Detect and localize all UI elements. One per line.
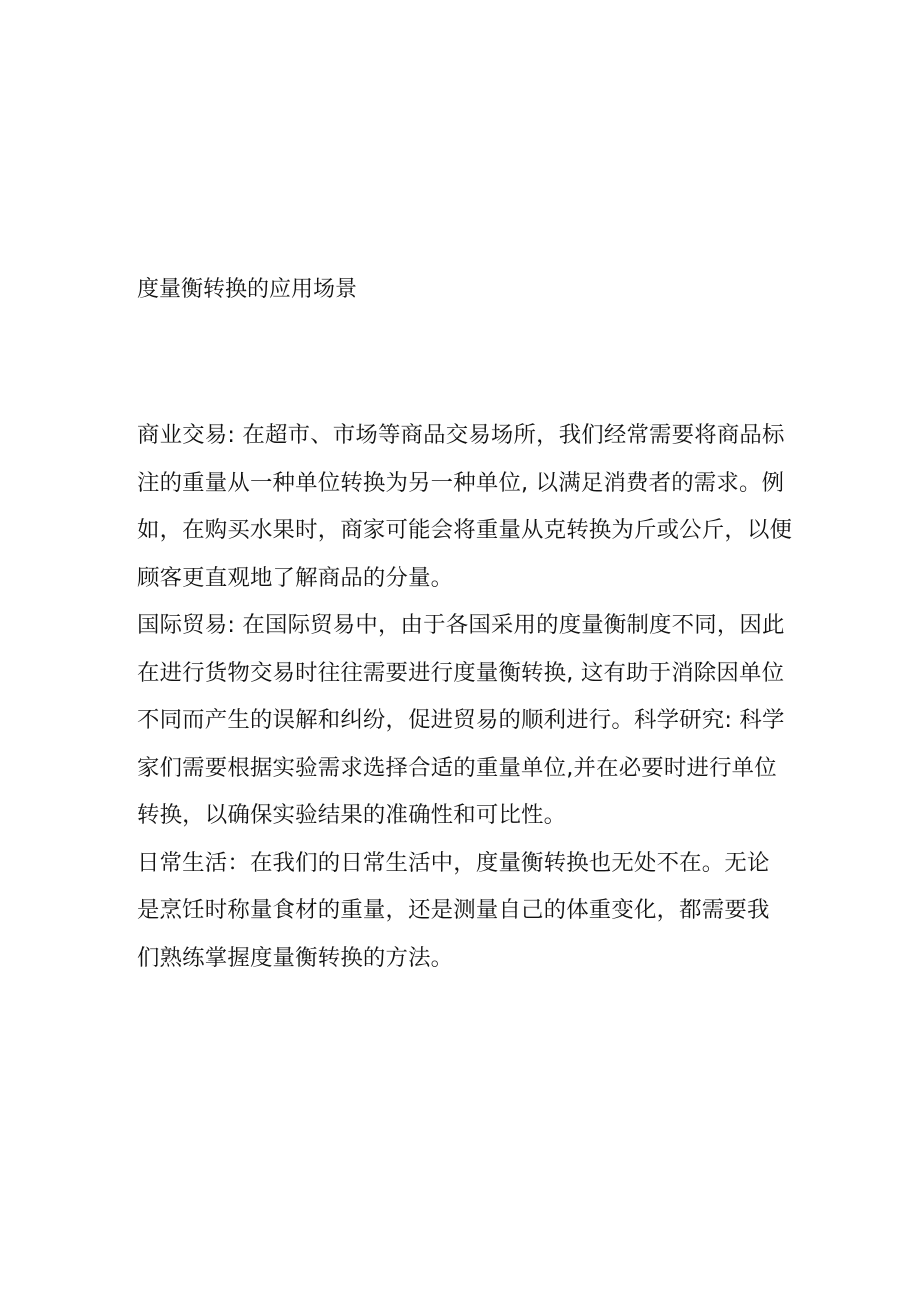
- body-text: [137, 412, 807, 982]
- page-title: 度量衡转换的应用场景: [137, 277, 358, 302]
- text-line: 在进行货物交易时往往需要进行度量衡转换, 这有助于消除因单位: [137, 659, 785, 686]
- text-line: 注的重量从一种单位转换为另一种单位, 以满足消费者的需求。例: [137, 469, 785, 496]
- text-line: 不同而产生的误解和纠纷，促进贸易的顺利进行。科学研究: 科学: [137, 707, 785, 733]
- text-line: 国际贸易: 在国际贸易中，由于各国采用的度量衡制度不同，因此: [137, 612, 785, 638]
- text-line: 是烹饪时称量食材的重量，还是测量自己的体重变化，都需要我: [137, 897, 770, 923]
- text-line: 如，在购买水果时，商家可能会将重量从克转换为斤或公斤，以便: [137, 517, 793, 543]
- text-line: 顾客更直观地了解商品的分量。: [137, 564, 454, 591]
- text-line: 日常生活：在我们的日常生活中，度量衡转换也无处不在。无论: [137, 849, 770, 876]
- text-line: 们熟练掌握度量衡转换的方法。: [137, 944, 454, 971]
- text-line: 转换，以确保实验结果的准确性和可比性。: [137, 802, 567, 828]
- text-line: 家们需要根据实验需求选择合适的重量单位,并在必要时进行单位: [137, 754, 777, 781]
- text-line: 商业交易: 在超市、市场等商品交易场所，我们经常需要将商品标: [137, 422, 785, 448]
